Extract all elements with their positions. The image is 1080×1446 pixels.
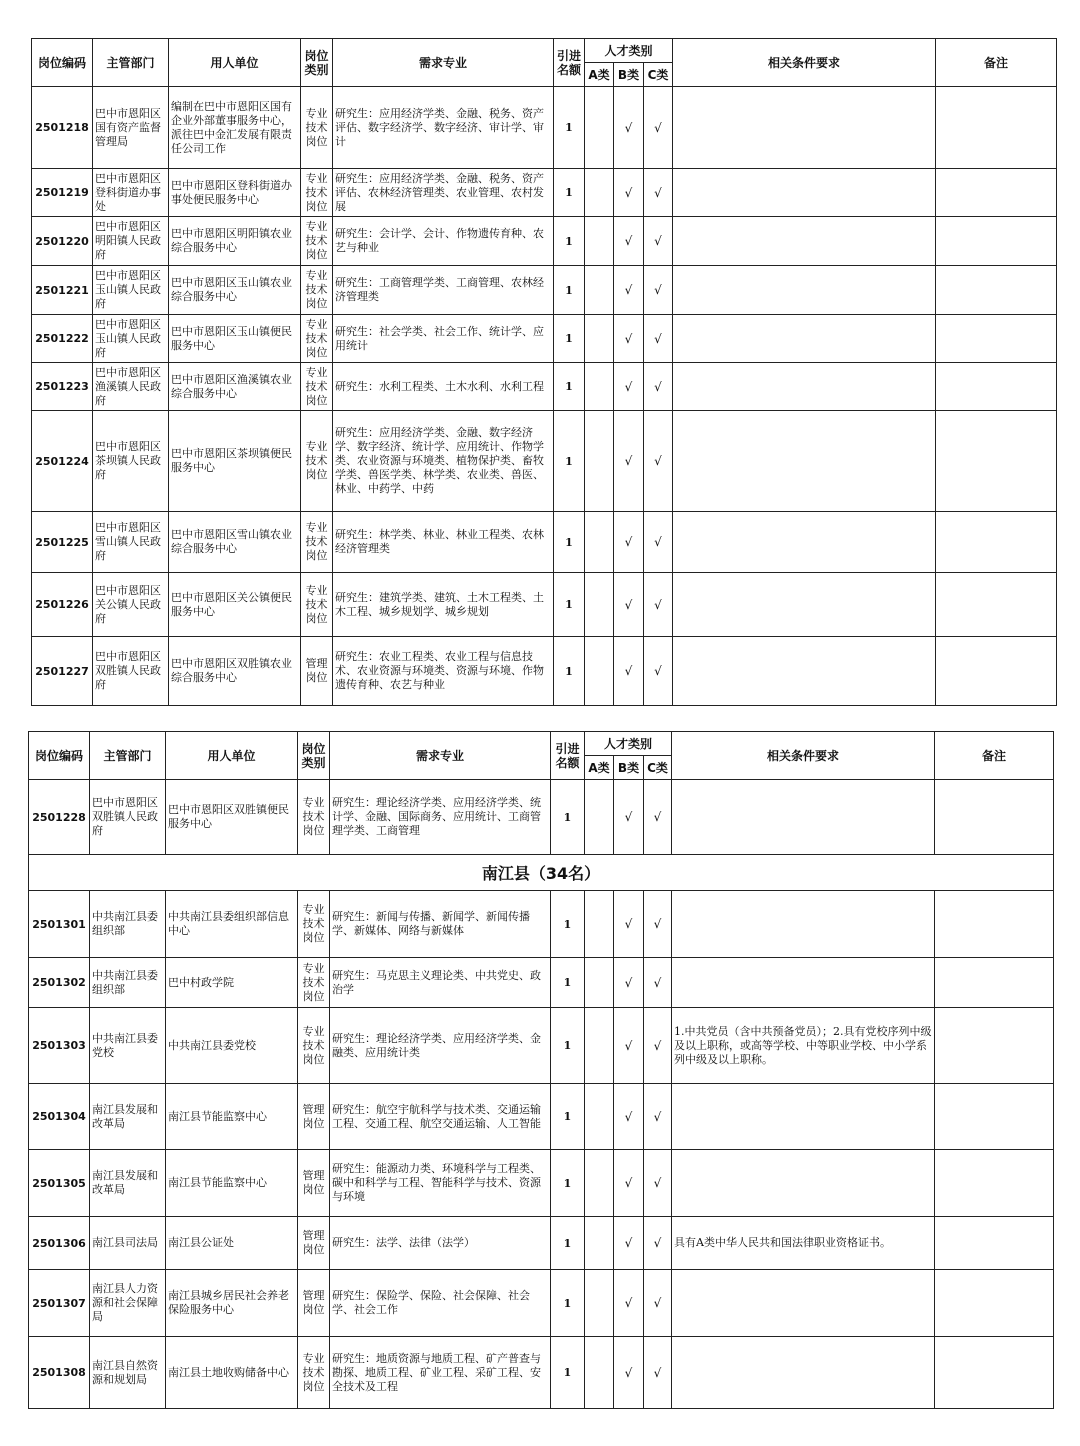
requirements-cell: 1.中共党员（含中共预备党员）；2.具有党校序列中级及以上职称，或高等学校、中等职业学校、中小学系列中级及以上职称。 xyxy=(672,1008,935,1084)
table-row xyxy=(29,1217,1054,1270)
unit-cell: 巴中市恩阳区茶坝镇便民服务中心 xyxy=(169,411,301,512)
talent-a-cell xyxy=(585,1337,614,1409)
talent-c-cell: √ xyxy=(644,637,673,706)
requirements-cell xyxy=(672,1084,935,1150)
requirements-cell xyxy=(673,315,936,363)
talent-c-cell: √ xyxy=(644,891,672,958)
note-cell xyxy=(936,315,1057,363)
major-cell: 研究生：法学、法律（法学） xyxy=(330,1217,551,1270)
talent-c-cell: √ xyxy=(644,1150,672,1217)
note-cell xyxy=(935,1008,1054,1084)
type-cell: 管理岗位 xyxy=(301,637,333,706)
dept-cell: 巴中市恩阳区渔溪镇人民政府 xyxy=(93,363,169,411)
header-unit: 用人单位 xyxy=(166,732,298,780)
job-code: 2501303 xyxy=(29,1008,90,1084)
talent-b-cell: √ xyxy=(614,780,644,855)
header-row xyxy=(32,39,1057,63)
requirements-cell xyxy=(672,958,935,1008)
dept-cell: 巴中市恩阳区茶坝镇人民政府 xyxy=(93,411,169,512)
requirements-cell xyxy=(673,87,936,169)
note-cell xyxy=(936,573,1057,637)
job-code: 2501301 xyxy=(29,891,90,958)
major-cell: 研究生：理论经济学类、应用经济学类、统计学、金融、国际商务、应用统计、工商管理学类、工商管理 xyxy=(330,780,551,855)
major-cell: 研究生：应用经济学类、金融、数字经济学、数字经济、统计学、应用统计、作物学类、农业资源与环境类、植物保护类、畜牧学类、兽医学类、林学类、农业类、兽医、林业、中药学、中药 xyxy=(333,411,554,512)
talent-a-cell xyxy=(585,573,614,637)
talent-b-cell: √ xyxy=(614,512,644,573)
talent-c-cell: √ xyxy=(644,1008,672,1084)
requirements-cell: 具有A类中华人民共和国法律职业资格证书。 xyxy=(672,1217,935,1270)
talent-b-cell: √ xyxy=(614,1084,644,1150)
talent-a-cell xyxy=(585,266,614,315)
note-cell xyxy=(936,411,1057,512)
section-row xyxy=(29,855,1054,891)
job-table-1 xyxy=(31,38,1057,706)
dept-cell: 巴中市恩阳区明阳镇人民政府 xyxy=(93,217,169,266)
unit-cell: 巴中市恩阳区雪山镇农业综合服务中心 xyxy=(169,512,301,573)
talent-c-cell: √ xyxy=(644,780,672,855)
header-req: 相关条件要求 xyxy=(673,39,936,87)
major-cell: 研究生：农业工程类、农业工程与信息技术、农业资源与环境类、资源与环境、作物遗传育种、农艺与种业 xyxy=(333,637,554,706)
talent-b-cell: √ xyxy=(614,1270,644,1337)
unit-cell: 中共南江县委党校 xyxy=(166,1008,298,1084)
table-row xyxy=(32,315,1057,363)
note-cell xyxy=(936,169,1057,217)
table-row xyxy=(29,1008,1054,1084)
talent-a-cell xyxy=(585,1270,614,1337)
dept-cell: 中共南江县委组织部 xyxy=(90,891,166,958)
type-cell: 专业技术岗位 xyxy=(301,169,333,217)
job-code: 2501226 xyxy=(32,573,93,637)
talent-b-cell: √ xyxy=(614,637,644,706)
type-cell: 专业技术岗位 xyxy=(301,512,333,573)
header-note: 备注 xyxy=(935,732,1054,780)
note-cell xyxy=(935,1084,1054,1150)
table-row xyxy=(32,217,1057,266)
type-cell: 专业技术岗位 xyxy=(298,1008,330,1084)
header-quota: 引进名额 xyxy=(551,732,585,780)
unit-cell: 巴中市恩阳区明阳镇农业综合服务中心 xyxy=(169,217,301,266)
note-cell xyxy=(936,637,1057,706)
talent-a-cell xyxy=(585,637,614,706)
unit-cell: 巴中市恩阳区双胜镇便民服务中心 xyxy=(166,780,298,855)
talent-c-cell: √ xyxy=(644,1217,672,1270)
header-note: 备注 xyxy=(936,39,1057,87)
header-row xyxy=(29,732,1054,756)
major-cell: 研究生：建筑学类、建筑、土木工程类、土木工程、城乡规划学、城乡规划 xyxy=(333,573,554,637)
unit-cell: 南江县节能监察中心 xyxy=(166,1150,298,1217)
talent-b-cell: √ xyxy=(614,411,644,512)
major-cell: 研究生：工商管理学类、工商管理、农林经济管理类 xyxy=(333,266,554,315)
talent-a-cell xyxy=(585,512,614,573)
unit-cell: 巴中市恩阳区渔溪镇农业综合服务中心 xyxy=(169,363,301,411)
job-code: 2501218 xyxy=(32,87,93,169)
note-cell xyxy=(935,780,1054,855)
talent-b-cell: √ xyxy=(614,363,644,411)
major-cell: 研究生：保险学、保险、社会保障、社会学、社会工作 xyxy=(330,1270,551,1337)
note-cell xyxy=(935,1217,1054,1270)
major-cell: 研究生：会计学、会计、作物遗传育种、农艺与种业 xyxy=(333,217,554,266)
type-cell: 专业技术岗位 xyxy=(301,266,333,315)
type-cell: 专业技术岗位 xyxy=(301,217,333,266)
talent-c-cell: √ xyxy=(644,315,673,363)
table-row xyxy=(29,1150,1054,1217)
talent-b-cell: √ xyxy=(614,315,644,363)
talent-b-cell: √ xyxy=(614,891,644,958)
quota-cell: 1 xyxy=(554,169,585,217)
dept-cell: 巴中市恩阳区国有资产监督管理局 xyxy=(93,87,169,169)
dept-cell: 巴中市恩阳区玉山镇人民政府 xyxy=(93,315,169,363)
major-cell: 研究生：航空宇航科学与技术类、交通运输工程、交通工程、航空交通运输、人工智能 xyxy=(330,1084,551,1150)
quota-cell: 1 xyxy=(554,411,585,512)
quota-cell: 1 xyxy=(554,363,585,411)
requirements-cell xyxy=(672,1337,935,1409)
table-row xyxy=(32,363,1057,411)
quota-cell: 1 xyxy=(551,958,585,1008)
talent-b-cell: √ xyxy=(614,266,644,315)
quota-cell: 1 xyxy=(551,1270,585,1337)
type-cell: 专业技术岗位 xyxy=(298,780,330,855)
talent-a-cell xyxy=(585,1084,614,1150)
talent-a-cell xyxy=(585,891,614,958)
talent-a-cell xyxy=(585,315,614,363)
major-cell: 研究生：水利工程类、土木水利、水利工程 xyxy=(333,363,554,411)
note-cell xyxy=(936,266,1057,315)
header-a: A类 xyxy=(585,756,614,780)
dept-cell: 巴中市恩阳区双胜镇人民政府 xyxy=(90,780,166,855)
talent-c-cell: √ xyxy=(644,363,673,411)
unit-cell: 南江县土地收购储备中心 xyxy=(166,1337,298,1409)
note-cell xyxy=(936,87,1057,169)
quota-cell: 1 xyxy=(554,512,585,573)
table-row xyxy=(29,1270,1054,1337)
unit-cell: 中共南江县委组织部信息中心 xyxy=(166,891,298,958)
type-cell: 专业技术岗位 xyxy=(301,573,333,637)
major-cell: 研究生：理论经济学类、应用经济学类、金融类、应用统计类 xyxy=(330,1008,551,1084)
talent-c-cell: √ xyxy=(644,87,673,169)
talent-c-cell: √ xyxy=(644,958,672,1008)
major-cell: 研究生：马克思主义理论类、中共党史、政治学 xyxy=(330,958,551,1008)
quota-cell: 1 xyxy=(554,637,585,706)
requirements-cell xyxy=(672,1270,935,1337)
header-b: B类 xyxy=(614,756,644,780)
dept-cell: 南江县人力资源和社会保障局 xyxy=(90,1270,166,1337)
note-cell xyxy=(935,1337,1054,1409)
talent-b-cell: √ xyxy=(614,169,644,217)
requirements-cell xyxy=(673,512,936,573)
dept-cell: 巴中市恩阳区双胜镇人民政府 xyxy=(93,637,169,706)
job-code: 2501307 xyxy=(29,1270,90,1337)
job-code: 2501225 xyxy=(32,512,93,573)
type-cell: 专业技术岗位 xyxy=(298,891,330,958)
job-code: 2501305 xyxy=(29,1150,90,1217)
requirements-cell xyxy=(673,573,936,637)
job-code: 2501224 xyxy=(32,411,93,512)
talent-b-cell: √ xyxy=(614,1150,644,1217)
talent-a-cell xyxy=(585,217,614,266)
header-quota: 引进名额 xyxy=(554,39,585,87)
unit-cell: 编制在巴中市恩阳区国有企业外部董事服务中心，派往巴中金汇发展有限责任公司工作 xyxy=(169,87,301,169)
header-type: 岗位类别 xyxy=(298,732,330,780)
requirements-cell xyxy=(672,1150,935,1217)
dept-cell: 南江县发展和改革局 xyxy=(90,1150,166,1217)
note-cell xyxy=(935,1270,1054,1337)
job-code: 2501221 xyxy=(32,266,93,315)
talent-b-cell: √ xyxy=(614,87,644,169)
quota-cell: 1 xyxy=(554,315,585,363)
talent-a-cell xyxy=(585,1217,614,1270)
talent-b-cell: √ xyxy=(614,958,644,1008)
dept-cell: 巴中市恩阳区关公镇人民政府 xyxy=(93,573,169,637)
quota-cell: 1 xyxy=(551,1150,585,1217)
requirements-cell xyxy=(673,411,936,512)
job-code: 2501302 xyxy=(29,958,90,1008)
requirements-cell xyxy=(673,363,936,411)
unit-cell: 南江县公证处 xyxy=(166,1217,298,1270)
talent-a-cell xyxy=(585,87,614,169)
talent-c-cell: √ xyxy=(644,1270,672,1337)
talent-b-cell: √ xyxy=(614,217,644,266)
talent-a-cell xyxy=(585,411,614,512)
note-cell xyxy=(936,363,1057,411)
quota-cell: 1 xyxy=(551,1084,585,1150)
job-code: 2501304 xyxy=(29,1084,90,1150)
major-cell: 研究生：应用经济学类、金融、税务、资产评估、数字经济学、数字经济、审计学、审计 xyxy=(333,87,554,169)
job-code: 2501227 xyxy=(32,637,93,706)
talent-a-cell xyxy=(585,169,614,217)
talent-a-cell xyxy=(585,1008,614,1084)
requirements-cell xyxy=(673,637,936,706)
header-unit: 用人单位 xyxy=(169,39,301,87)
talent-c-cell: √ xyxy=(644,573,673,637)
unit-cell: 南江县节能监察中心 xyxy=(166,1084,298,1150)
header-a: A类 xyxy=(585,63,614,87)
type-cell: 管理岗位 xyxy=(298,1217,330,1270)
dept-cell: 巴中市恩阳区雪山镇人民政府 xyxy=(93,512,169,573)
requirements-cell xyxy=(672,891,935,958)
unit-cell: 巴中市恩阳区玉山镇便民服务中心 xyxy=(169,315,301,363)
talent-c-cell: √ xyxy=(644,512,673,573)
note-cell xyxy=(935,1150,1054,1217)
unit-cell: 南江县城乡居民社会养老保险服务中心 xyxy=(166,1270,298,1337)
header-req: 相关条件要求 xyxy=(672,732,935,780)
major-cell: 研究生：社会学类、社会工作、统计学、应用统计 xyxy=(333,315,554,363)
job-code: 2501223 xyxy=(32,363,93,411)
talent-c-cell: √ xyxy=(644,1337,672,1409)
header-dept: 主管部门 xyxy=(90,732,166,780)
unit-cell: 巴中市恩阳区双胜镇农业综合服务中心 xyxy=(169,637,301,706)
table-row xyxy=(32,87,1057,169)
type-cell: 专业技术岗位 xyxy=(298,1337,330,1409)
type-cell: 专业技术岗位 xyxy=(298,958,330,1008)
note-cell xyxy=(935,891,1054,958)
dept-cell: 南江县发展和改革局 xyxy=(90,1084,166,1150)
quota-cell: 1 xyxy=(554,217,585,266)
unit-cell: 巴中市恩阳区关公镇便民服务中心 xyxy=(169,573,301,637)
table-row xyxy=(29,958,1054,1008)
quota-cell: 1 xyxy=(551,891,585,958)
major-cell: 研究生：能源动力类、环境科学与工程类、碳中和科学与工程、智能科学与技术、资源与环境 xyxy=(330,1150,551,1217)
table-row xyxy=(29,891,1054,958)
talent-a-cell xyxy=(585,363,614,411)
talent-c-cell: √ xyxy=(644,169,673,217)
table-row xyxy=(32,512,1057,573)
job-code: 2501220 xyxy=(32,217,93,266)
dept-cell: 南江县自然资源和规划局 xyxy=(90,1337,166,1409)
talent-a-cell xyxy=(585,1150,614,1217)
section-title: 南江县（34名） xyxy=(29,855,1054,891)
quota-cell: 1 xyxy=(554,573,585,637)
table-row xyxy=(32,573,1057,637)
major-cell: 研究生：地质资源与地质工程、矿产普查与勘探、地质工程、矿业工程、采矿工程、安全技术及工程 xyxy=(330,1337,551,1409)
table-row xyxy=(32,266,1057,315)
type-cell: 专业技术岗位 xyxy=(301,87,333,169)
talent-c-cell: √ xyxy=(644,411,673,512)
header-talent: 人才类别 xyxy=(585,732,672,756)
job-code: 2501306 xyxy=(29,1217,90,1270)
job-code: 2501219 xyxy=(32,169,93,217)
major-cell: 研究生：应用经济学类、金融、税务、资产评估、农林经济管理类、农业管理、农村发展 xyxy=(333,169,554,217)
header-major: 需求专业 xyxy=(333,39,554,87)
talent-c-cell: √ xyxy=(644,217,673,266)
header-dept: 主管部门 xyxy=(93,39,169,87)
table-row xyxy=(32,637,1057,706)
unit-cell: 巴中村政学院 xyxy=(166,958,298,1008)
header-type: 岗位类别 xyxy=(301,39,333,87)
quota-cell: 1 xyxy=(551,780,585,855)
dept-cell: 中共南江县委组织部 xyxy=(90,958,166,1008)
unit-cell: 巴中市恩阳区玉山镇农业综合服务中心 xyxy=(169,266,301,315)
requirements-cell xyxy=(673,169,936,217)
job-code: 2501308 xyxy=(29,1337,90,1409)
note-cell xyxy=(935,958,1054,1008)
dept-cell: 中共南江县委党校 xyxy=(90,1008,166,1084)
talent-c-cell: √ xyxy=(644,1084,672,1150)
major-cell: 研究生：林学类、林业、林业工程类、农林经济管理类 xyxy=(333,512,554,573)
table-row xyxy=(29,1337,1054,1409)
dept-cell: 巴中市恩阳区玉山镇人民政府 xyxy=(93,266,169,315)
header-code: 岗位编码 xyxy=(29,732,90,780)
quota-cell: 1 xyxy=(551,1217,585,1270)
talent-a-cell xyxy=(585,958,614,1008)
type-cell: 专业技术岗位 xyxy=(301,315,333,363)
quota-cell: 1 xyxy=(554,266,585,315)
major-cell: 研究生：新闻与传播、新闻学、新闻传播学、新媒体、网络与新媒体 xyxy=(330,891,551,958)
header-b: B类 xyxy=(614,63,644,87)
dept-cell: 巴中市恩阳区登科街道办事处 xyxy=(93,169,169,217)
talent-b-cell: √ xyxy=(614,1337,644,1409)
type-cell: 管理岗位 xyxy=(298,1150,330,1217)
job-code: 2501222 xyxy=(32,315,93,363)
table-row xyxy=(29,1084,1054,1150)
header-major: 需求专业 xyxy=(330,732,551,780)
talent-b-cell: √ xyxy=(614,573,644,637)
header-talent: 人才类别 xyxy=(585,39,673,63)
unit-cell: 巴中市恩阳区登科街道办事处便民服务中心 xyxy=(169,169,301,217)
job-table-2 xyxy=(28,731,1054,1409)
requirements-cell xyxy=(673,266,936,315)
note-cell xyxy=(936,217,1057,266)
type-cell: 专业技术岗位 xyxy=(301,363,333,411)
table-row xyxy=(29,780,1054,855)
talent-a-cell xyxy=(585,780,614,855)
quota-cell: 1 xyxy=(551,1008,585,1084)
dept-cell: 南江县司法局 xyxy=(90,1217,166,1270)
talent-b-cell: √ xyxy=(614,1217,644,1270)
note-cell xyxy=(936,512,1057,573)
table-row xyxy=(32,169,1057,217)
talent-c-cell: √ xyxy=(644,266,673,315)
type-cell: 管理岗位 xyxy=(298,1270,330,1337)
talent-b-cell: √ xyxy=(614,1008,644,1084)
quota-cell: 1 xyxy=(551,1337,585,1409)
type-cell: 专业技术岗位 xyxy=(301,411,333,512)
requirements-cell xyxy=(672,780,935,855)
quota-cell: 1 xyxy=(554,87,585,169)
job-code: 2501228 xyxy=(29,780,90,855)
header-c: C类 xyxy=(644,756,672,780)
type-cell: 管理岗位 xyxy=(298,1084,330,1150)
requirements-cell xyxy=(673,217,936,266)
header-c: C类 xyxy=(644,63,673,87)
header-code: 岗位编码 xyxy=(32,39,93,87)
table-row xyxy=(32,411,1057,512)
